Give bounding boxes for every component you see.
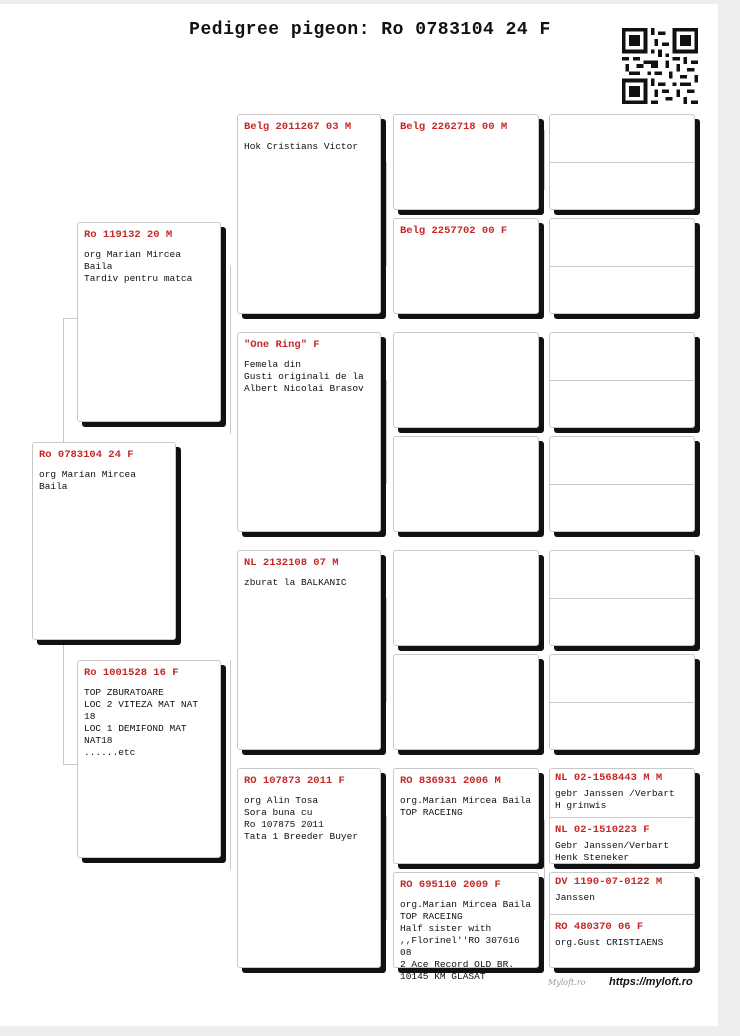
pigeon-description: org Marian Mircea Baila Tardiv pentru matca bbox=[84, 249, 193, 284]
pigeon-description: zburat la BALKANIC bbox=[244, 577, 347, 588]
page-title: Pedigree pigeon: Ro 0783104 24 F bbox=[189, 20, 551, 40]
empty-card[interactable] bbox=[393, 332, 539, 428]
ring-number: DV 1190-07-0122 M bbox=[555, 876, 663, 888]
pigeon-card-mf[interactable] bbox=[237, 550, 381, 750]
connector-line bbox=[63, 318, 77, 319]
pigeon-description: TOP ZBURATOARE LOC 2 VITEZA MAT NAT 18 LOC 1 DEMIFOND MAT NAT18 ......etc bbox=[84, 687, 199, 758]
pigeon-card-ff[interactable] bbox=[237, 114, 381, 314]
ring-number: RO 836931 2006 M bbox=[400, 775, 501, 787]
pigeon-card-fm[interactable] bbox=[237, 332, 381, 532]
empty-card[interactable] bbox=[549, 218, 695, 314]
connector-line bbox=[386, 598, 387, 702]
ring-number: RO 107873 2011 F bbox=[244, 775, 345, 787]
empty-card[interactable] bbox=[549, 114, 695, 210]
qr-code-icon bbox=[622, 28, 698, 104]
divider bbox=[550, 162, 694, 163]
divider bbox=[549, 914, 695, 915]
connector-line bbox=[544, 820, 545, 920]
pigeon-card-ffm[interactable] bbox=[393, 218, 539, 314]
pigeon-card-mmf-parents[interactable] bbox=[549, 768, 695, 864]
empty-card[interactable] bbox=[393, 436, 539, 532]
ring-number: NL 2132108 07 M bbox=[244, 557, 339, 569]
pigeon-card-fff[interactable] bbox=[393, 114, 539, 210]
empty-card[interactable] bbox=[393, 654, 539, 750]
ring-number: Ro 0783104 24 F bbox=[39, 449, 134, 461]
ring-number: Belg 2257702 00 F bbox=[400, 225, 508, 237]
connector-line bbox=[386, 162, 387, 266]
empty-card[interactable] bbox=[549, 436, 695, 532]
ring-number: NL 02-1568443 M M bbox=[555, 772, 663, 784]
pigeon-card-subject[interactable] bbox=[32, 442, 176, 640]
ring-number: RO 480370 06 F bbox=[555, 921, 644, 933]
ring-number: Ro 119132 20 M bbox=[84, 229, 173, 241]
pigeon-description: org.Marian Mircea Baila TOP RACEING Half sister with ,,Florinel''RO 307616 08 2 Ace Record OLD BR. 10145 KM GLASAT bbox=[400, 899, 532, 982]
divider bbox=[550, 380, 694, 381]
divider bbox=[550, 484, 694, 485]
pigeon-description: Gebr Janssen/Verbart Henk Steneker bbox=[555, 840, 670, 863]
ring-number: Ro 1001528 16 F bbox=[84, 667, 179, 679]
ring-number: Belg 2262718 00 M bbox=[400, 121, 508, 133]
connector-line bbox=[386, 816, 387, 920]
pigeon-description: org.Gust CRISTIAENS bbox=[555, 937, 664, 948]
pigeon-card-mother[interactable] bbox=[77, 660, 221, 858]
connector-line bbox=[386, 380, 387, 484]
connector-line bbox=[230, 660, 231, 870]
pigeon-card-mm[interactable] bbox=[237, 768, 381, 968]
connector-line bbox=[63, 764, 77, 765]
pigeon-description: org Alin Tosa Sora buna cu Ro 107875 2011 Tata 1 Breeder Buyer bbox=[244, 795, 359, 842]
signature: Myloft.ro bbox=[548, 978, 586, 987]
pigeon-description: Hok Cristians Victor bbox=[244, 141, 359, 152]
divider bbox=[550, 702, 694, 703]
empty-card[interactable] bbox=[393, 550, 539, 646]
empty-card[interactable] bbox=[549, 332, 695, 428]
divider bbox=[550, 598, 694, 599]
pigeon-card-father[interactable] bbox=[77, 222, 221, 422]
connector-line bbox=[230, 266, 231, 434]
pigeon-description: gebr Janssen /Verbart H grinwis bbox=[555, 788, 675, 811]
footer-link[interactable]: https://myloft.ro bbox=[609, 976, 693, 988]
pigeon-description: Janssen bbox=[555, 892, 595, 903]
ring-number: Belg 2011267 03 M bbox=[244, 121, 352, 133]
pigeon-card-mmm[interactable] bbox=[393, 872, 539, 982]
divider bbox=[550, 266, 694, 267]
pigeon-description: org.Marian Mircea Baila TOP RACEING bbox=[400, 795, 532, 818]
pigeon-description: org Marian Mircea Baila bbox=[39, 469, 136, 492]
connector-line bbox=[544, 130, 545, 190]
pigeon-card-mmm-parents[interactable] bbox=[549, 872, 695, 968]
ring-number: "One Ring" F bbox=[244, 339, 320, 351]
pigeon-description: Femela din Gusti originali de la Albert Nicolai Brasov bbox=[244, 359, 364, 394]
empty-card[interactable] bbox=[549, 550, 695, 646]
empty-card[interactable] bbox=[549, 654, 695, 750]
pigeon-card-mmf[interactable] bbox=[393, 768, 539, 864]
ring-number: NL 02-1510223 F bbox=[555, 824, 650, 836]
divider bbox=[549, 817, 695, 818]
ring-number: RO 695110 2009 F bbox=[400, 879, 501, 891]
